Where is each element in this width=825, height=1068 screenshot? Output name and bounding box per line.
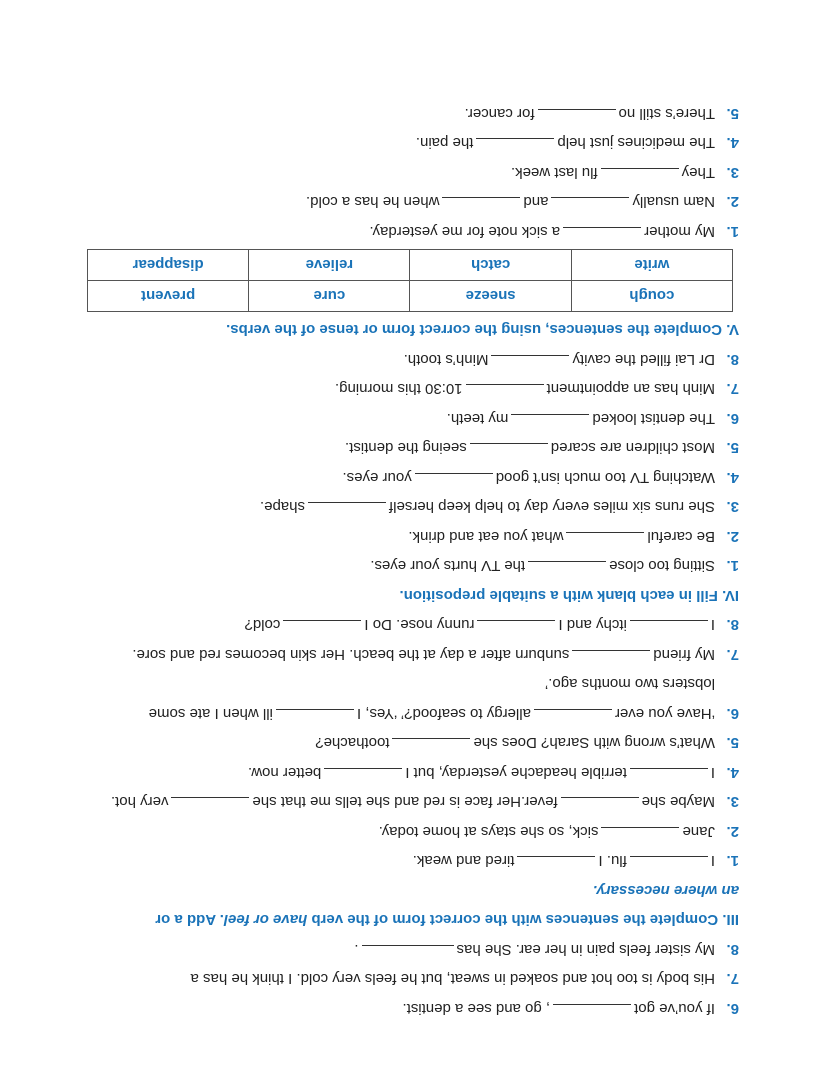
exercise-item — [79, 787, 739, 817]
answer-blank[interactable] — [442, 198, 520, 213]
answer-blank[interactable] — [528, 562, 606, 577]
heading-text: . Add a or — [155, 911, 224, 929]
answer-blank[interactable] — [517, 857, 595, 872]
item-text: There’s still no — [618, 105, 715, 122]
item-text: I — [710, 616, 715, 634]
answer-blank[interactable] — [415, 473, 493, 488]
item-text: What’s wrong with Sarah? Does she — [473, 734, 715, 752]
item-text: terrible headache yesterday, but I — [405, 764, 627, 781]
exercise-item — [79, 522, 739, 552]
item-number: 3. — [726, 793, 739, 811]
item-text: . — [354, 941, 359, 958]
answer-blank[interactable] — [276, 709, 354, 724]
answer-blank[interactable] — [630, 857, 708, 872]
answer-blank[interactable] — [476, 139, 554, 154]
item-text: My mother — [644, 223, 715, 240]
item-text: flu last week. — [510, 164, 598, 181]
verb-box — [87, 249, 733, 312]
answer-blank[interactable] — [563, 227, 641, 242]
item-number: 5. — [726, 105, 739, 122]
answer-blank[interactable] — [392, 739, 470, 754]
item-number: 8. — [726, 616, 739, 634]
answer-blank[interactable] — [362, 945, 454, 960]
exercise-item — [79, 99, 739, 129]
answer-blank[interactable] — [601, 827, 679, 842]
exercise-item — [79, 217, 739, 247]
answer-blank[interactable] — [566, 532, 644, 547]
verb-row — [88, 250, 733, 281]
item-number: 5. — [726, 439, 739, 457]
item-text: Minh has an appointment — [546, 380, 715, 398]
item-number: 1. — [726, 557, 739, 575]
item-text: Jane — [682, 823, 715, 840]
item-text: Maybe she — [641, 793, 715, 811]
item-text: My sister feels pain in her ear. She has — [456, 941, 715, 958]
heading-text: IV. Fill in each blank with a suitable preposition. — [399, 587, 739, 604]
answer-blank[interactable] — [477, 621, 555, 636]
exercise-item — [79, 551, 739, 581]
item-text: If you’ve got — [634, 1000, 715, 1017]
answer-blank[interactable] — [534, 709, 612, 724]
heading-verbs: have or feel — [223, 911, 308, 929]
exercise-item-continuation — [79, 669, 739, 699]
item-text: His body is too hot and soaked in sweat, but he feels very cold. I think he has a — [190, 970, 715, 988]
answer-blank[interactable] — [466, 385, 544, 400]
item-text: better now. — [247, 764, 322, 781]
item-text: The medicines just help — [557, 134, 715, 152]
exercise-item — [79, 492, 739, 522]
exercise-item — [79, 345, 739, 375]
verb-cell: disappear — [88, 250, 249, 281]
item-text: flu. I — [598, 852, 627, 870]
worksheet-content — [79, 99, 739, 1024]
item-number: 8. — [726, 941, 739, 958]
item-text: allergy to seafood?’ ‘Yes, I — [356, 705, 531, 722]
item-text: my teeth. — [446, 410, 509, 427]
exercise-item — [79, 846, 739, 876]
item-text: The dentist looked — [592, 410, 715, 427]
verb-cell: write — [571, 250, 732, 281]
item-number: 7. — [726, 970, 739, 988]
item-text: runny nose. Do I — [364, 616, 475, 634]
exercise-item — [79, 374, 739, 404]
verb-cell: cure — [249, 281, 410, 312]
section-heading-line2 — [79, 876, 739, 906]
item-number: 8. — [726, 351, 739, 368]
verb-cell: sneeze — [410, 281, 571, 312]
exercise-item — [79, 935, 739, 965]
answer-blank[interactable] — [511, 414, 589, 429]
item-number: 1. — [726, 852, 739, 870]
item-text: I — [710, 852, 715, 870]
answer-blank[interactable] — [538, 109, 616, 124]
heading-text: V. Complete the sentences, using the correct form or tense of the verbs. — [226, 321, 739, 339]
item-text: tired and weak. — [412, 852, 515, 870]
item-text: Nam usually — [632, 193, 715, 211]
answer-blank[interactable] — [308, 503, 386, 518]
item-text: the pain. — [415, 134, 474, 152]
item-text: seeing the dentist. — [344, 439, 467, 457]
answer-blank[interactable] — [171, 798, 249, 813]
answer-blank[interactable] — [324, 768, 402, 783]
item-number: 4. — [726, 764, 739, 781]
answer-blank[interactable] — [470, 444, 548, 459]
item-text: ‘Have you ever — [614, 705, 715, 722]
exercise-item — [79, 817, 739, 847]
item-text: the TV hurts your eyes. — [370, 557, 526, 575]
answer-blank[interactable] — [283, 621, 361, 636]
answer-blank[interactable] — [601, 168, 679, 183]
item-text: cold? — [244, 616, 281, 634]
item-text: itchy and I — [558, 616, 627, 634]
item-text: Be careful — [647, 528, 715, 545]
item-number: 2. — [726, 193, 739, 211]
item-number: 7. — [726, 380, 739, 398]
item-number: 6. — [726, 410, 739, 427]
verb-cell: cough — [571, 281, 732, 312]
exercise-item — [79, 964, 739, 994]
item-text: toothache? — [315, 734, 390, 752]
verb-row — [88, 281, 733, 312]
item-number: 1. — [726, 223, 739, 240]
item-text: She runs six miles every day to help keep herself — [389, 498, 715, 516]
verb-cell: catch — [410, 250, 571, 281]
exercise-item — [79, 728, 739, 758]
item-text: fever.Her face is red and she tells me that she — [252, 793, 558, 811]
verb-cell: prevent — [88, 281, 249, 312]
item-text: My friend — [653, 646, 715, 663]
section-heading — [79, 581, 739, 611]
item-number: 5. — [726, 734, 739, 752]
item-text: shape. — [259, 498, 305, 516]
item-number: 6. — [726, 1000, 739, 1017]
item-text: when he has a cold. — [306, 193, 440, 211]
heading-text: III. Complete the sentences with the correct form of the verb — [311, 911, 739, 929]
exercise-item — [79, 433, 739, 463]
exercise-item — [79, 994, 739, 1024]
item-text: ill when I ate some — [148, 705, 273, 722]
section-heading — [79, 905, 739, 935]
answer-blank[interactable] — [551, 198, 629, 213]
item-text: , go and see a dentist. — [402, 1000, 551, 1017]
heading-text: an where necessary. — [592, 882, 739, 899]
item-text: and — [523, 193, 549, 211]
item-number: 2. — [726, 823, 739, 840]
exercise-item — [79, 187, 739, 217]
answer-blank[interactable] — [630, 621, 708, 636]
item-text: for cancer. — [464, 105, 535, 122]
exercise-item — [79, 158, 739, 188]
section-heading — [79, 315, 739, 345]
exercise-item — [79, 463, 739, 493]
item-text: a sick note for me yesterday. — [369, 223, 561, 240]
item-text: sick, so she stays at home today. — [378, 823, 599, 840]
item-text: Dr Lai filled the cavity — [572, 351, 715, 368]
item-text: very hot. — [110, 793, 169, 811]
item-number: 2. — [726, 528, 739, 545]
answer-blank[interactable] — [561, 798, 639, 813]
answer-blank[interactable] — [491, 355, 569, 370]
item-number: 4. — [726, 134, 739, 152]
item-text: your eyes. — [342, 469, 412, 486]
exercise-item — [79, 404, 739, 434]
item-number: 4. — [726, 469, 739, 486]
item-text: 10:30 this morning. — [334, 380, 463, 398]
item-text: Sitting too close — [609, 557, 715, 575]
exercise-item — [79, 699, 739, 729]
item-text: Most children are scared — [550, 439, 715, 457]
item-text: Watching TV too much isn’t good — [495, 469, 715, 486]
exercise-item — [79, 640, 739, 670]
exercise-item — [79, 758, 739, 788]
exercise-item — [79, 128, 739, 158]
answer-blank[interactable] — [630, 768, 708, 783]
item-number: 3. — [726, 164, 739, 181]
exercise-item — [79, 610, 739, 640]
item-number: 3. — [726, 498, 739, 516]
item-text: Minh’s tooth. — [403, 351, 489, 368]
answer-blank[interactable] — [572, 650, 650, 665]
item-text: lobsters two months ago.’ — [544, 675, 715, 693]
item-number: 6. — [726, 705, 739, 722]
verb-cell: relieve — [249, 250, 410, 281]
item-text: I — [710, 764, 715, 781]
item-text: sunburn after a day at the beach. Her skin becomes red and sore. — [132, 646, 570, 663]
answer-blank[interactable] — [553, 1004, 631, 1019]
item-text: They — [681, 164, 715, 181]
item-number: 7. — [726, 646, 739, 663]
item-text: what you eat and drink. — [408, 528, 564, 545]
